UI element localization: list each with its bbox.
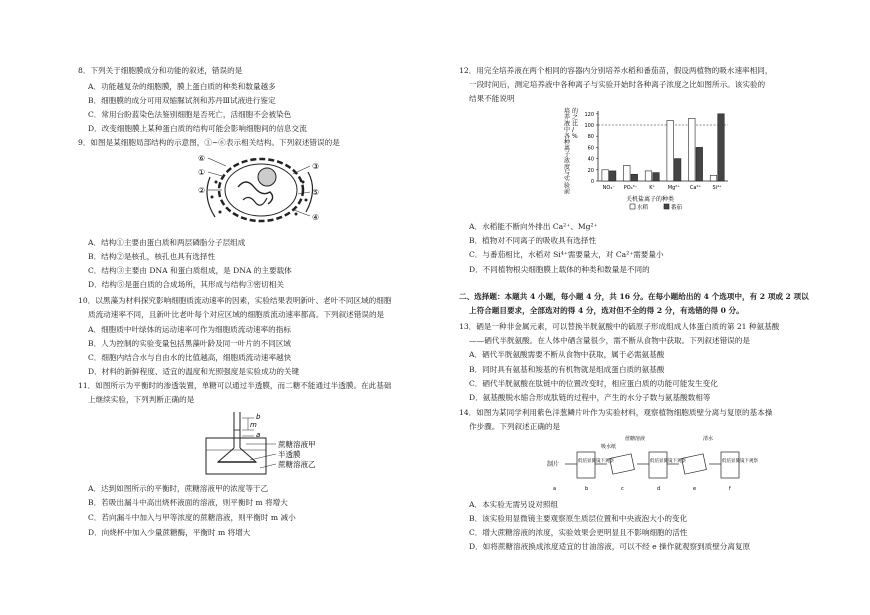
legend-swatch [630,204,635,209]
label-a: a [256,431,261,439]
q9-option-d: D．结构⑤是蛋白质的合成场所，其形成与结构③密切相关 [88,280,284,289]
y-tick-label: 20 [587,167,594,174]
q13-option-b: B．同时具有氨基和羧基的有机物就是组成蛋白质的氨基酸 [469,365,665,374]
question-12-stem-1: 12．用完全培养液在两个相同的容器内分别培养水稻和番茄苗，假设两植物的吸水速率相同， [459,66,773,75]
label-2: ② [198,186,206,195]
q12-option-d: D．不同植物根尖细胞膜上载体的种类和数量是不同的 [469,265,650,274]
observe-3: 低倍显微镜下观察 [722,459,758,464]
bar-tomato [653,173,660,181]
label-6: ⑥ [198,154,206,163]
x-tick-label: PO₄³⁻ [623,185,638,191]
q13-option-a: A．硒代半胱氨酸需要不断从食物中获取，属于必需氨基酸 [469,350,665,359]
bar-tomato [718,114,725,181]
section-2-heading-1: 二、选择题：本题共 4 小题，每小题 4 分，共 16 分。在每小题给出的 4 个选项中，有 2 项或 2 项以 [459,292,809,301]
x-tick-label: NO₃⁻ [602,185,615,191]
y-tick-label: 0 [590,179,594,185]
label-water: 清水 [703,436,714,442]
right-column [455,0,850,615]
q12-option-c: C．与番茄相比，水稻对 Si⁴⁺需要量大，对 Ca²⁺需要量小 [469,250,664,259]
q8-option-a: A．功能越复杂的细胞膜，膜上蛋白质的种类和数量越多 [88,82,276,91]
y-tick-label: 80 [587,134,594,141]
question-8-stem: 8．下列关于细胞膜成分和功能的叙述，错误的是 [78,66,243,75]
q8-option-c: C．常用台盼蓝染色法鉴别细胞是否死亡，活细胞不会被染色 [88,110,292,119]
step-e: e [693,486,697,492]
step-b: b [585,486,589,492]
q10-option-d: D．材料的新鲜程度、适宜的温度和光照强度是实验成功的关键 [88,367,300,376]
observe-2: 低倍显微镜下观察 [650,459,686,464]
label-m: m [250,421,257,429]
question-10-stem-1: 10．以黑藻为材料探究影响细胞质流动速率的因素，实验结果表明新叶、老叶不同区域的细胞 [78,296,392,305]
chart-xlabel: 关机盐离子的种类 [626,196,675,203]
question-12-stem-3: 结果不能说明 [469,94,515,103]
x-tick-label: K⁺ [649,185,656,191]
q10-option-c: C．细胞内结合水与自由水的比值越高，细胞质流动速率越快 [88,353,292,362]
bar-tomato [674,159,681,181]
x-tick-label: Ca²⁺ [689,185,702,191]
question-10-stem-2: 质流动速率不同，且新叶比老叶每个对应区域的细胞质流动速率都高。下列叙述错误的是 [88,310,385,319]
label-membrane: 半透膜 [278,450,301,459]
label-sucrose: 蔗糖溶液 [625,436,646,442]
question-11-stem-1: 11．如图所示为平衡时的渗透装置，单糖可以通过半透膜，而二糖不能通过半透膜。在此基础 [78,381,392,390]
q12-option-a: A．水稻能不断向外排出 Ca²⁺、Mg²⁺ [469,222,598,231]
procedure-flow-diagram [545,432,805,496]
label-1: ① [198,168,206,177]
q13-option-c: C．硒代半胱氨酸在肽链中的位置改变时，相应蛋白质的功能可能发生变化 [469,379,718,388]
left-column [70,0,465,615]
question-13-stem-2: ——硒代半胱氨酸。在人体中硒含量很少，需不断从食物中获取。下列叙述错误的是 [469,336,750,345]
y-tick-label: 60 [587,145,594,152]
x-tick-label: Mg²⁺ [667,185,680,191]
question-9-stem: 9．如图是某细胞局部结构的示意图，①~⑥表示相关结构。下列叙述错误的是 [78,138,340,147]
label-4: ④ [312,213,320,222]
label-5: ⑤ [312,188,320,197]
question-12-stem-2: 一段时间后，测定培养液中各种离子与实验开始时各种离子浓度之比如图所示。该实验的 [469,80,766,89]
step-a: a [553,486,557,492]
bar-rice [689,118,696,181]
question-13-stem-1: 13．硒是一种非金属元素，可以替换半胱氨酸中的硫原子形成组成人体蛋白质的第 21 种氨基酸 [459,322,780,331]
bar-tomato [609,171,616,181]
legend-swatch [664,204,669,209]
bar-rice [710,175,717,181]
y-tick-label: 100 [584,123,594,129]
nucleus-diagram [198,152,328,230]
legend-label: 水稻 [637,205,649,211]
q8-option-d: D．改变细胞膜上某种蛋白质的结构可能会影响细胞间的信息交流 [88,124,307,133]
label-solution-2: 蔗糖溶液乙 [278,460,316,469]
q9-option-a: A．结构①主要由蛋白质和两层磷脂分子层组成 [88,238,246,247]
q9-option-b: B．结构②是核孔，核孔也具有选择性 [88,252,216,261]
label-solution-1: 蔗糖溶液甲 [278,440,316,449]
step-c: c [621,486,624,492]
question-11-stem-2: 上继续实验，下列判断正确的是 [88,395,195,404]
osmosis-diagram [190,410,350,478]
bar-rice [645,171,652,181]
question-14-stem-1: 14．如图为某同学利用紫色洋葱鳞片叶作为实验材料，观察植物细胞质壁分离与复原的基本操 [459,408,773,417]
bar-rice [667,121,674,181]
section-2-heading-2: 上符合题目要求，全部选对的得 4 分，选对但不全的得 2 分，有选错的得 0 分。 [469,306,744,315]
q10-option-a: A．细胞质中叶绿体的运动速率可作为细胞质流动速率的指标 [88,325,291,334]
q10-option-b: B．人为控制的实验变量包括黑藻叶龄及同一叶片的不同区域 [88,339,292,348]
ion-ratio-chart [560,103,740,215]
q11-option-a: A．达到如图所示的平衡时，蔗糖溶液甲的浓度等于乙 [88,484,269,493]
y-tick-label: 40 [587,156,594,163]
q11-option-b: B．若吸出漏斗中高出烧杯液面的溶液，则平衡时 m 将增大 [88,498,288,507]
x-tick-label: Si⁴⁺ [712,185,722,191]
label-3: ③ [312,162,320,171]
q8-option-b: B．细胞膜的成分可用双缩脲试剂和苏丹Ⅲ试液进行鉴定 [88,96,276,105]
q14-option-b: B．该实验用显微镜主要观察原生质层位置和中央液泡大小的变化 [469,514,688,523]
q13-option-d: D．氨基酸脱水缩合形成肽链的过程中，产生的水分子数与氨基酸数相等 [469,393,711,402]
question-14-stem-2: 作步骤。下列叙述正确的是 [469,422,561,431]
label-b: b [256,413,261,421]
q9-option-c: C．结构③主要由 DNA 和蛋白质组成，是 DNA 的主要载体 [88,266,292,275]
step-f: f [729,486,731,492]
q14-option-a: A．本实验无需另设对照组 [469,500,559,509]
label-paper: 吸水纸 [601,444,617,450]
q11-option-c: C．若向漏斗中加入与甲等浓度的蔗糖溶液，则平衡时 m 减小 [88,513,296,522]
bar-tomato [696,147,703,181]
step-label-zhipian: 制片 [547,461,560,468]
legend-label: 番茄 [671,205,683,211]
q14-option-c: C．增大蔗糖溶液的浓度，实验效果会更明显且不影响细胞的活性 [469,528,688,537]
step-d: d [657,486,661,492]
q14-option-d: D．如将蔗糖溶液换成浓度适宜的甘油溶液，可以不经 e 操作就观察到质壁分离复原 [469,542,751,551]
q12-option-b: B．植物对不同离子的吸收具有选择性 [469,236,597,245]
chart-ylabel: 培养液中各种离子浓度与实验前的之比/ % [564,108,579,196]
q11-option-d: D．向烧杯中加入少量蔗糖酶，平衡时 m 将增大 [88,528,251,537]
y-tick-label: 120 [584,111,594,118]
observe-1: 低倍显微镜下观察 [578,459,614,464]
bar-rice [624,165,631,181]
bar-rice [602,170,609,181]
bar-tomato [631,174,638,181]
